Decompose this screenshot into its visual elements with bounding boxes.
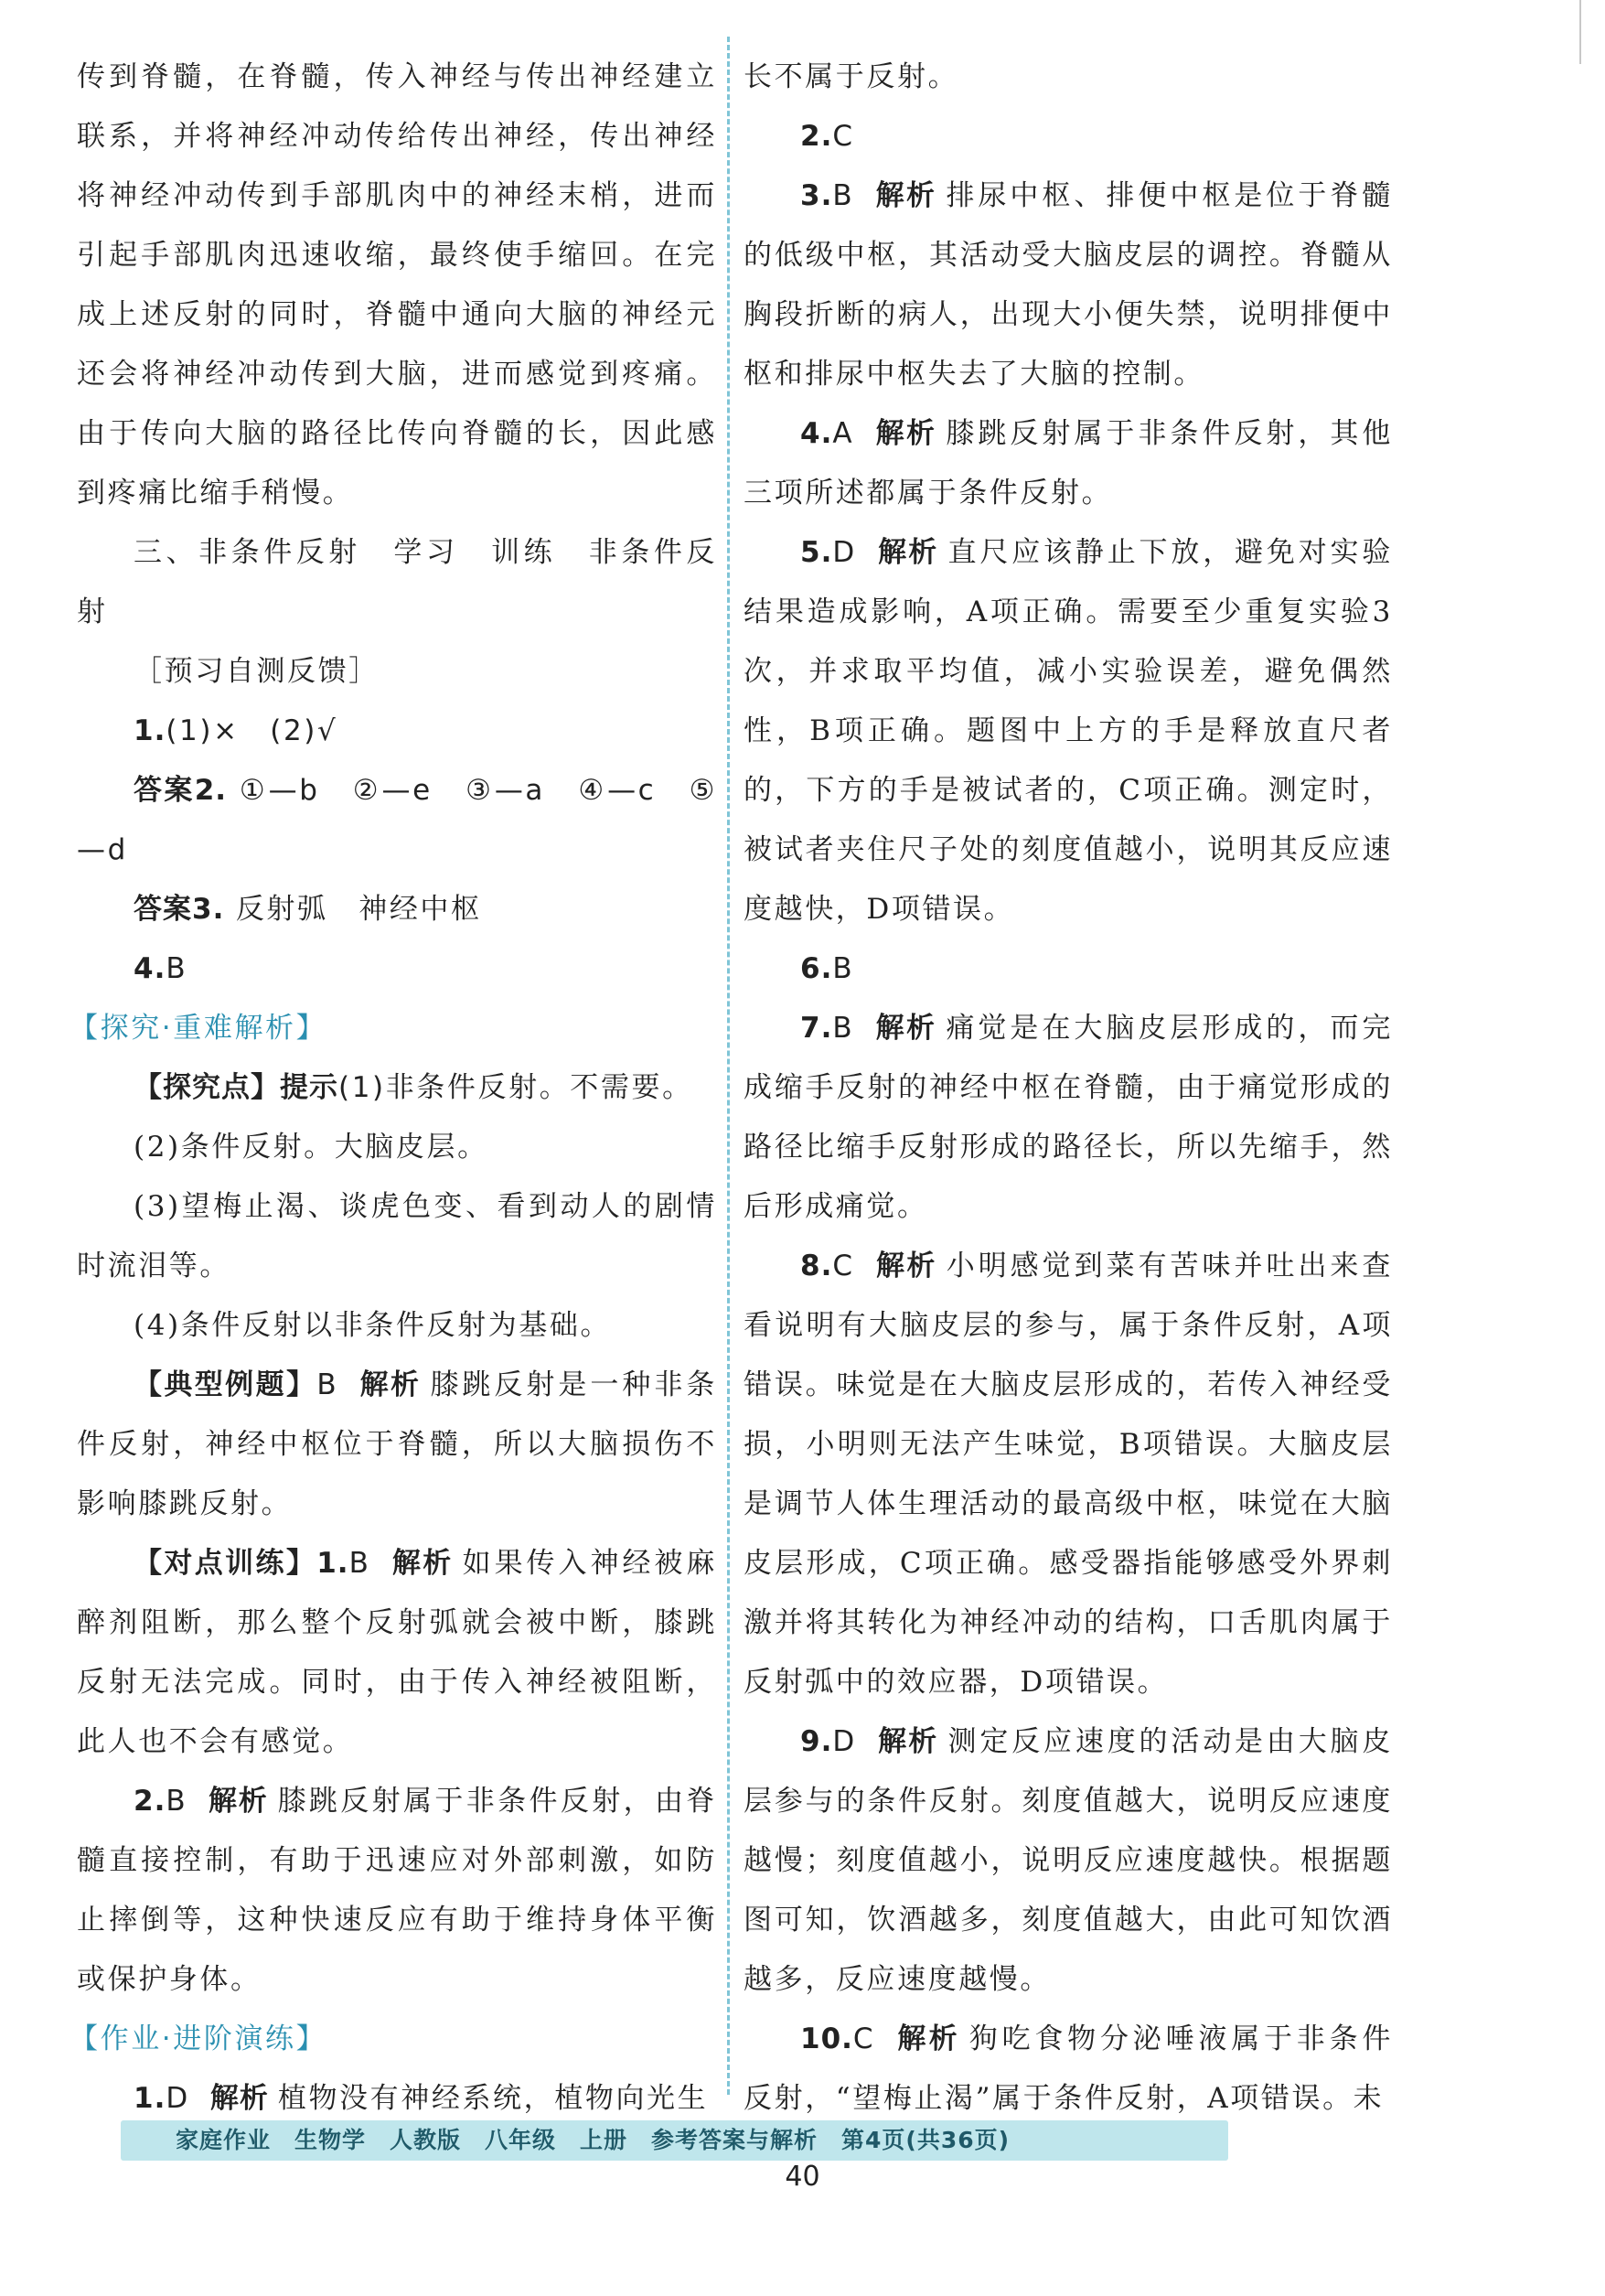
question-number: 5. xyxy=(800,536,833,569)
question-number: 2. xyxy=(194,774,228,807)
answer-item xyxy=(744,1237,1393,1712)
left-column xyxy=(70,48,718,2129)
paragraph: 三、非条件反射 学习 训练 非条件反射 xyxy=(77,536,717,628)
answer-value: B xyxy=(316,1368,339,1401)
question-number: 2. xyxy=(800,120,833,153)
analysis-label: 解析 xyxy=(876,536,939,569)
answer-label: 【典型例题】 xyxy=(134,1368,317,1401)
section-heading: 【探究·重难解析】 xyxy=(70,1012,327,1045)
answer-item xyxy=(77,1058,717,1118)
question-number: 8. xyxy=(800,1250,833,1282)
answer-value: 反射弧 神经中枢 xyxy=(235,893,482,926)
page-number: 40 xyxy=(785,2161,820,2193)
analysis-text: 膝跳反射属于非条件反射，其他三项所述都属于条件反射。 xyxy=(744,417,1394,510)
analysis-text: 狗吃食物分泌唾液属于非条件反射，“望梅止渴”属于条件反射，A项错误。未 xyxy=(744,2022,1393,2115)
answer-item xyxy=(77,1772,717,2010)
column-divider xyxy=(727,37,730,2095)
analysis-text: 排尿中枢、排便中枢是位于脊髓的低级中枢，其活动受大脑皮层的调控。脊髓从胸段折断的病人，出现大小便失禁，说明排便中枢和排尿中枢失去了大脑的控制。 xyxy=(744,179,1394,391)
answer-value: A xyxy=(832,417,855,450)
answer-value: B xyxy=(832,1012,855,1045)
answer-item xyxy=(744,523,1393,939)
question-number: 4. xyxy=(134,952,166,985)
question-number: 6. xyxy=(800,952,833,985)
answer-item xyxy=(77,761,717,880)
answer-item xyxy=(77,939,717,999)
paragraph: 长不属于反射。 xyxy=(744,60,959,93)
paragraph: (2)条件反射。大脑皮层。 xyxy=(134,1131,488,1164)
question-number: 1. xyxy=(134,714,166,747)
analysis-text: 小明感觉到菜有苦味并吐出来查看说明有大脑皮层的参与，属于条件反射，A项错误。味觉是在大脑皮层形成的，若传入神经受损，小明则无法产生味觉，B项错误。大脑皮层是调节人体生理活动的最高级中枢，味觉在大脑皮层形成，C项正确。感受器指能够感受外界刺激并将其转化为神经冲动的结构，口舌肌肉属于反射弧中的效应器，D项错误。 xyxy=(744,1250,1393,1699)
analysis-text: 直尺应该静止下放，避免对实验结果造成影响，A项正确。需要至少重复实验3次，并求取平均值，减小实验误差，避免偶然性，B项正确。题图中上方的手是释放直尺者的，下方的手是被试者的，C项正确。测定时，被试者夹住尺子处的刻度值越小，说明其反应速度越快，D项错误。 xyxy=(744,536,1393,926)
question-number: 3. xyxy=(800,179,833,212)
answer-value: D xyxy=(166,2082,190,2115)
analysis-label: 解析 xyxy=(874,179,937,212)
answer-value: C xyxy=(832,1250,855,1282)
analysis-label: 解析 xyxy=(874,1012,937,1045)
answer-value: C xyxy=(832,120,855,153)
analysis-label: 解析 xyxy=(874,417,937,450)
page-corner-line xyxy=(1579,0,1605,64)
answer-item xyxy=(744,2010,1393,2129)
answer-value: B xyxy=(166,1785,188,1818)
analysis-label: 解析 xyxy=(874,1250,937,1282)
analysis-label: 解析 xyxy=(358,1368,422,1401)
answer-value: ①—b ②—e ③—a ④—c ⑤—d xyxy=(77,774,717,866)
analysis-text: 膝跳反射属于非条件反射，由脊髓直接控制，有助于迅速应对外部刺激，如防止摔倒等，这种快速反应有助于维持身体平衡或保护身体。 xyxy=(77,1785,718,1996)
analysis-text: 痛觉是在大脑皮层形成的，而完成缩手反射的神经中枢在脊髓，由于痛觉形成的路径比缩手反射形成的路径长，所以先缩手，然后形成痛觉。 xyxy=(744,1012,1394,1223)
answer-item xyxy=(77,702,717,761)
answer-item xyxy=(77,1356,717,1534)
answer-item xyxy=(744,1712,1393,2010)
answer-value: D xyxy=(832,536,857,569)
answer-value: C xyxy=(852,2022,876,2055)
paragraph: 传到脊髓，在脊髓，传入神经与传出神经建立联系，并将神经冲动传给传出神经，传出神经将神经冲动传到手部肌肉中的神经末梢，进而引起手部肌肉迅速收缩，最终使手缩回。在完成上述反射的同时，脊髓中通向大脑的神经元还会将神经冲动传到大脑，进而感觉到疼痛。由于传向大脑的路径比传向脊髓的长，因此感到疼痛比缩手稍慢。 xyxy=(77,60,717,510)
analysis-label: 解析 xyxy=(895,2022,960,2055)
analysis-label: 解析 xyxy=(208,1785,269,1818)
answer-item xyxy=(77,880,717,939)
question-number: 1. xyxy=(134,2082,166,2115)
paragraph: (4)条件反射以非条件反射为基础。 xyxy=(134,1309,612,1342)
section-heading: 【作业·进阶演练】 xyxy=(70,2022,327,2055)
question-number: 10. xyxy=(800,2022,853,2055)
answer-value: B xyxy=(166,952,188,985)
right-column xyxy=(744,48,1393,2129)
question-number: 2. xyxy=(134,1785,166,1818)
analysis-label: 解析 xyxy=(391,1547,454,1580)
answer-item xyxy=(744,939,1393,999)
paragraph: (3)望梅止渴、谈虎色变、看到动人的剧情时流泪等。 xyxy=(77,1190,717,1282)
analysis-text: 植物没有神经系统，植物向光生 xyxy=(277,2082,709,2115)
analysis-text: 膝跳反射是一种非条件反射，神经中枢位于脊髓，所以大脑损伤不影响膝跳反射。 xyxy=(77,1368,717,1520)
question-number: 3. xyxy=(192,893,225,926)
footer-band xyxy=(121,2120,1228,2161)
answer-item xyxy=(744,404,1393,523)
question-number: 4. xyxy=(800,417,833,450)
answer-value: B xyxy=(832,952,855,985)
answer-label: 答案 xyxy=(134,893,192,926)
answer-value: (1)× (2)√ xyxy=(166,714,338,747)
analysis-label: 解析 xyxy=(876,1725,939,1758)
answer-label: 答案 xyxy=(134,774,195,807)
question-number: 9. xyxy=(800,1725,833,1758)
footer-text: 家庭作业 生物学 人教版 八年级 上册 参考答案与解析 第4页(共36页) xyxy=(176,2127,1011,2153)
answer-value: B xyxy=(832,179,855,212)
analysis-label: 解析 xyxy=(209,2082,269,2115)
question-number: 1. xyxy=(316,1547,349,1580)
answer-item xyxy=(744,166,1393,404)
answer-value: B xyxy=(348,1547,371,1580)
analysis-text: 如果传入神经被麻醉剂阻断，那么整个反射弧就会被中断，膝跳反射无法完成。同时，由于传入神经被阻断，此人也不会有感觉。 xyxy=(77,1547,717,1758)
answer-label: 【探究点】提示 xyxy=(134,1071,338,1104)
answer-item xyxy=(744,107,1393,166)
answer-item xyxy=(744,999,1393,1237)
answer-item xyxy=(77,1534,717,1772)
answer-label: 【对点训练】 xyxy=(134,1547,317,1580)
paragraph: ［预习自测反馈］ xyxy=(134,655,380,688)
answer-value: D xyxy=(832,1725,857,1758)
answer-value: (1)非条件反射。不需要。 xyxy=(338,1071,693,1104)
analysis-text: 测定反应速度的活动是由大脑皮层参与的条件反射。刻度值越大，说明反应速度越慢；刻度值越小，说明反应速度越快。根据题图可知，饮酒越多，刻度值越大，由此可知饮酒越多，反应速度越慢。 xyxy=(744,1725,1393,1996)
question-number: 7. xyxy=(800,1012,833,1045)
